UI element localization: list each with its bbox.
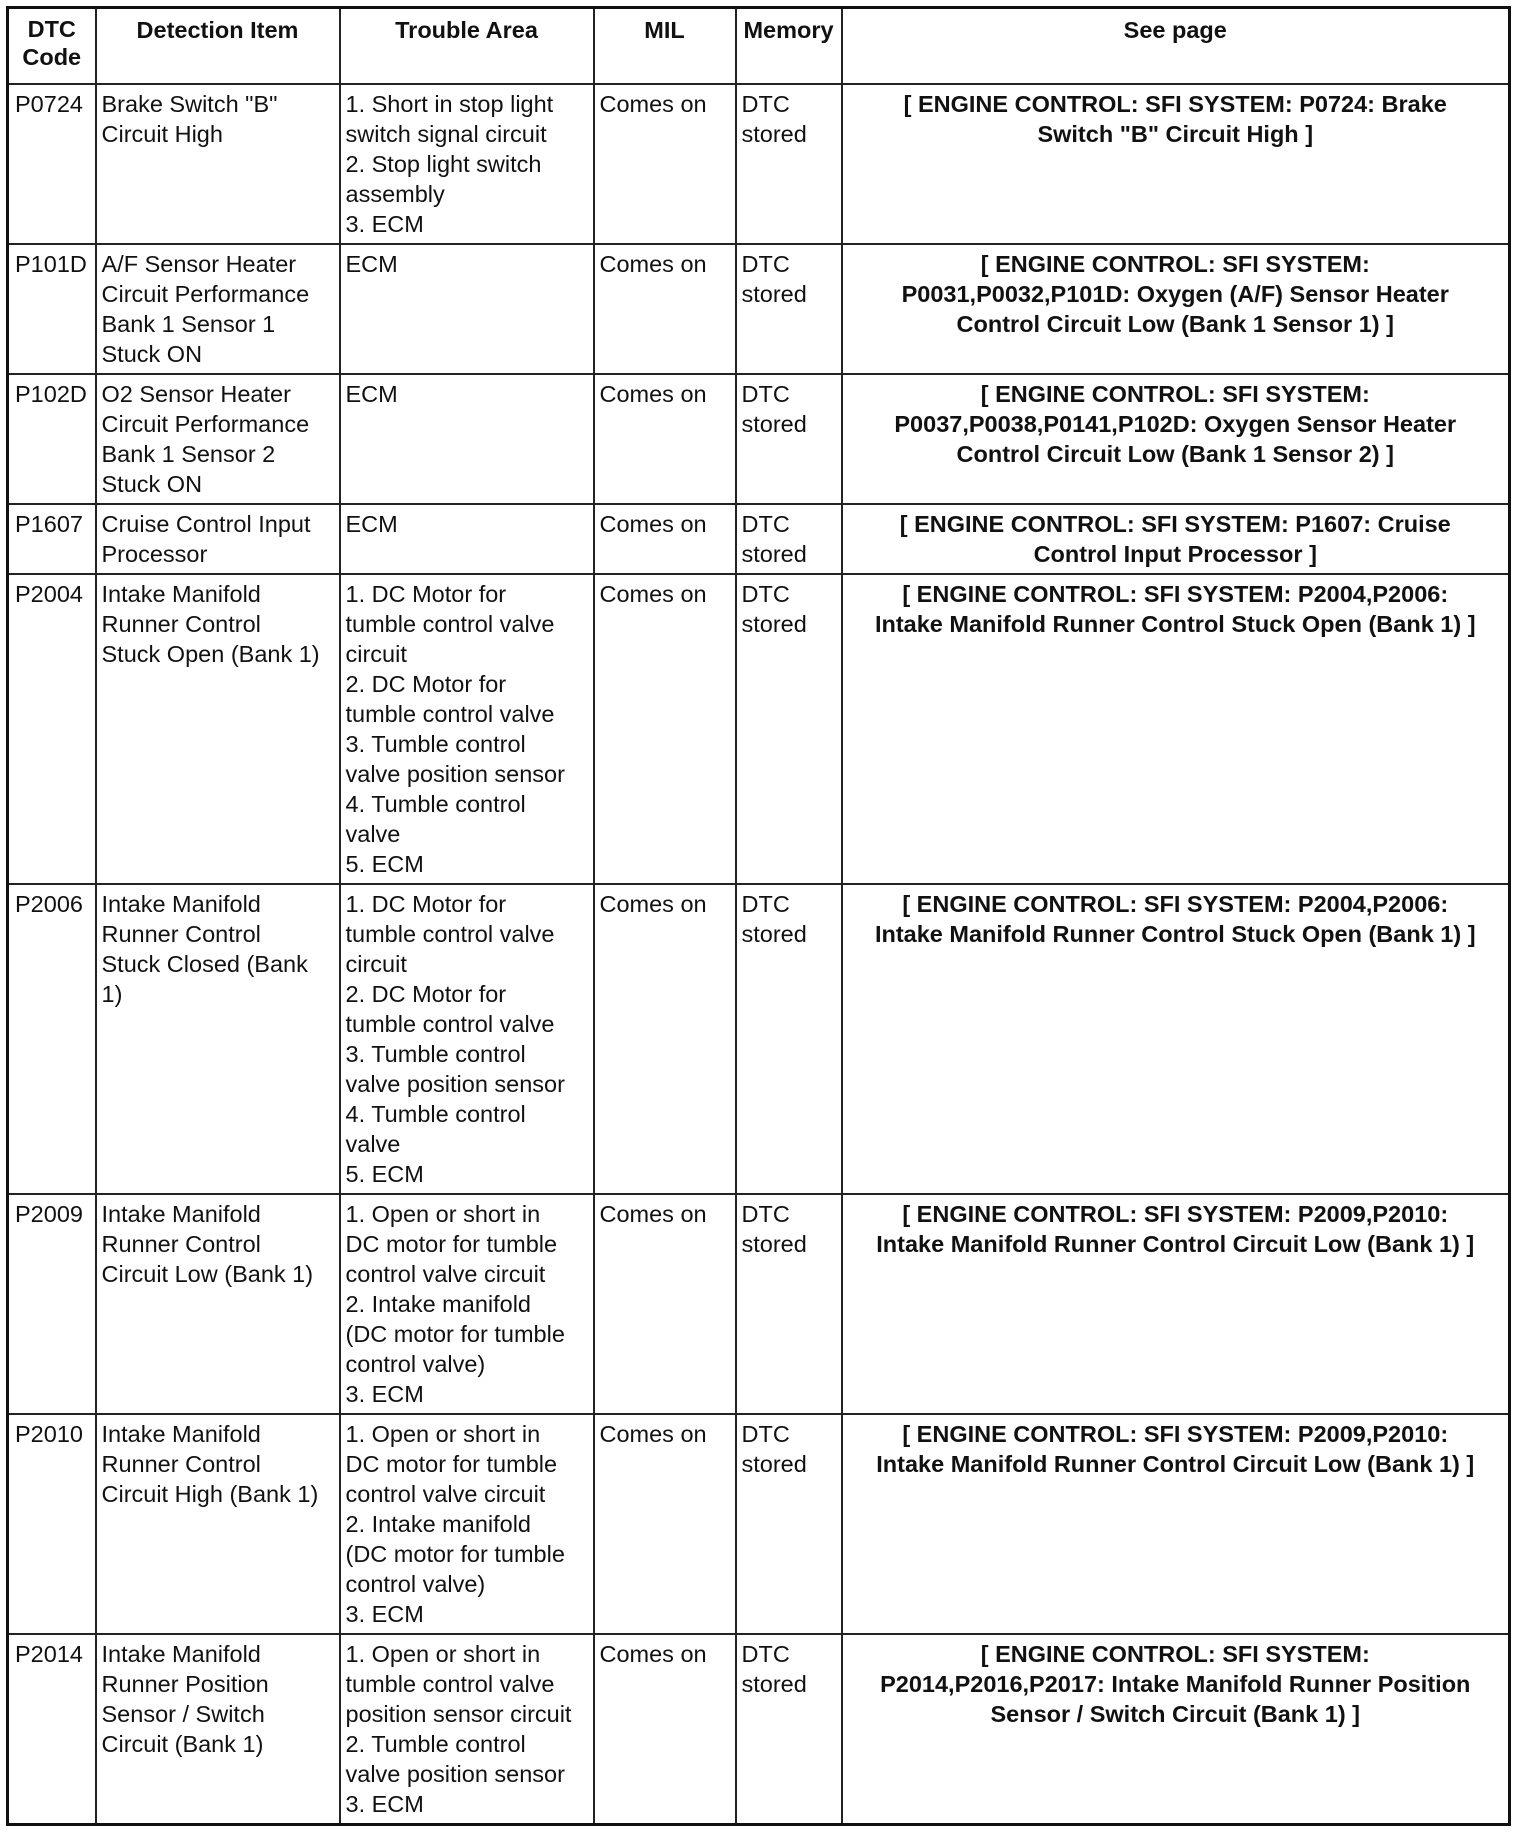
memory-cell	[736, 504, 842, 574]
table-row	[8, 1414, 1510, 1634]
memory-cell	[736, 574, 842, 884]
detection-item-line: Runner Position	[101, 1671, 269, 1697]
memory-line: DTC	[741, 511, 790, 537]
trouble-area-line: valve	[345, 821, 401, 847]
trouble-area-line: 3. ECM	[345, 211, 424, 237]
memory-line: stored	[741, 1231, 807, 1257]
memory-cell	[736, 84, 842, 244]
memory-line: DTC	[741, 891, 790, 917]
detection-item-line: Runner Control	[101, 611, 261, 637]
mil-cell: Comes on	[594, 374, 736, 504]
detection-item-line: Intake Manifold	[101, 1641, 261, 1667]
detection-item-line: Stuck ON	[101, 471, 203, 497]
trouble-area-line: control valve circuit	[345, 1481, 546, 1507]
trouble-area-cell	[340, 574, 594, 884]
memory-line: DTC	[741, 1421, 790, 1447]
trouble-area-line: 1. Open or short in	[345, 1201, 541, 1227]
dtc-code-cell: P2004	[8, 574, 96, 884]
see-page-line: Intake Manifold Runner Control Circuit Low (Bank 1) ]	[876, 1231, 1475, 1257]
trouble-area-cell	[340, 504, 594, 574]
trouble-area-line: 3. Tumble control	[345, 1041, 526, 1067]
trouble-area-line: control valve circuit	[345, 1261, 546, 1287]
detection-item-cell	[96, 1634, 340, 1825]
trouble-area-line: DC motor for tumble	[345, 1451, 558, 1477]
detection-item-line: Circuit High	[101, 121, 223, 147]
see-page-line: [ ENGINE CONTROL: SFI SYSTEM: P2004,P2006:	[902, 891, 1449, 917]
dtc-code-cell: P2010	[8, 1414, 96, 1634]
see-page-cell	[842, 884, 1510, 1194]
see-page-line: Intake Manifold Runner Control Stuck Open (Bank 1) ]	[874, 611, 1476, 637]
trouble-area-line: 3. Tumble control	[345, 731, 526, 757]
table-row	[8, 84, 1510, 244]
memory-line: stored	[741, 921, 807, 947]
detection-item-cell	[96, 884, 340, 1194]
see-page-line: Control Input Processor ]	[1033, 541, 1317, 567]
memory-cell	[736, 1634, 842, 1825]
trouble-area-line: 5. ECM	[345, 1161, 424, 1187]
trouble-area-cell	[340, 374, 594, 504]
mil-cell: Comes on	[594, 1414, 736, 1634]
memory-line: stored	[741, 611, 807, 637]
memory-line: DTC	[741, 1201, 790, 1227]
detection-item-line: 1)	[101, 981, 123, 1007]
trouble-area-line: (DC motor for tumble	[345, 1541, 565, 1567]
table-row	[8, 374, 1510, 504]
trouble-area-cell	[340, 1634, 594, 1825]
trouble-area-line: DC motor for tumble	[345, 1231, 558, 1257]
table-row	[8, 574, 1510, 884]
detection-item-line: Runner Control	[101, 921, 261, 947]
see-page-cell	[842, 374, 1510, 504]
trouble-area-line: switch signal circuit	[345, 121, 547, 147]
detection-item-line: Stuck ON	[101, 341, 203, 367]
trouble-area-cell	[340, 1414, 594, 1634]
memory-line: stored	[741, 121, 807, 147]
see-page-cell	[842, 504, 1510, 574]
table-row	[8, 1634, 1510, 1825]
detection-item-cell	[96, 244, 340, 374]
memory-line: DTC	[741, 91, 790, 117]
dtc-table	[6, 6, 1511, 1826]
memory-cell	[736, 1194, 842, 1414]
see-page-cell	[842, 84, 1510, 244]
trouble-area-line: 1. DC Motor for	[345, 891, 507, 917]
detection-item-line: Circuit High (Bank 1)	[101, 1481, 319, 1507]
detection-item-line: Cruise Control Input	[101, 511, 311, 537]
trouble-area-line: ECM	[345, 511, 398, 537]
memory-line: stored	[741, 281, 807, 307]
header-mil: MIL	[594, 8, 736, 85]
trouble-area-line: valve position sensor	[345, 1071, 565, 1097]
trouble-area-line: tumble control valve	[345, 611, 555, 637]
see-page-cell	[842, 1414, 1510, 1634]
trouble-area-line: 1. Short in stop light	[345, 91, 554, 117]
mil-cell: Comes on	[594, 504, 736, 574]
trouble-area-line: 3. ECM	[345, 1381, 424, 1407]
detection-item-line: Circuit Performance	[101, 281, 310, 307]
trouble-area-line: 1. Open or short in	[345, 1641, 541, 1667]
see-page-line: [ ENGINE CONTROL: SFI SYSTEM: P1607: Cruise	[899, 511, 1451, 537]
mil-cell: Comes on	[594, 574, 736, 884]
see-page-line: [ ENGINE CONTROL: SFI SYSTEM: P2004,P2006:	[902, 581, 1449, 607]
trouble-area-line: valve	[345, 1131, 401, 1157]
mil-cell: Comes on	[594, 884, 736, 1194]
detection-item-line: Circuit Low (Bank 1)	[101, 1261, 314, 1287]
detection-item-line: A/F Sensor Heater	[101, 251, 297, 277]
see-page-cell	[842, 244, 1510, 374]
dtc-code-cell: P2006	[8, 884, 96, 1194]
memory-line: DTC	[741, 1641, 790, 1667]
dtc-code-cell: P0724	[8, 84, 96, 244]
memory-line: stored	[741, 1451, 807, 1477]
detection-item-line: Processor	[101, 541, 208, 567]
trouble-area-line: 1. DC Motor for	[345, 581, 507, 607]
detection-item-line: Circuit Performance	[101, 411, 310, 437]
trouble-area-line: valve position sensor	[345, 1761, 565, 1787]
header-row	[8, 8, 1510, 85]
trouble-area-line: 1. Open or short in	[345, 1421, 541, 1447]
see-page-line: Switch "B" Circuit High ]	[1037, 121, 1314, 147]
see-page-line: [ ENGINE CONTROL: SFI SYSTEM:	[980, 381, 1370, 407]
detection-item-line: Stuck Closed (Bank	[101, 951, 308, 977]
see-page-line: Intake Manifold Runner Control Stuck Open (Bank 1) ]	[874, 921, 1476, 947]
see-page-line: P0037,P0038,P0141,P102D: Oxygen Sensor Heater	[894, 411, 1457, 437]
memory-cell	[736, 884, 842, 1194]
dtc-code-cell: P2014	[8, 1634, 96, 1825]
trouble-area-line: 4. Tumble control	[345, 791, 526, 817]
header-detection-item: Detection Item	[96, 8, 340, 85]
detection-item-line: Intake Manifold	[101, 1201, 261, 1227]
trouble-area-line: 3. ECM	[345, 1601, 424, 1627]
memory-cell	[736, 374, 842, 504]
see-page-cell	[842, 1194, 1510, 1414]
detection-item-line: Bank 1 Sensor 1	[101, 311, 276, 337]
trouble-area-line: circuit	[345, 641, 407, 667]
trouble-area-line: 2. Intake manifold	[345, 1291, 531, 1317]
see-page-line: P0031,P0032,P101D: Oxygen (A/F) Sensor Heater	[901, 281, 1449, 307]
header-dtc-code: DTC Code	[8, 8, 96, 85]
see-page-line: [ ENGINE CONTROL: SFI SYSTEM: P2009,P2010:	[902, 1201, 1449, 1227]
trouble-area-line: 2. Stop light switch	[345, 151, 542, 177]
dtc-code-cell: P101D	[8, 244, 96, 374]
detection-item-cell	[96, 84, 340, 244]
trouble-area-line: (DC motor for tumble	[345, 1321, 565, 1347]
detection-item-line: Sensor / Switch	[101, 1701, 265, 1727]
trouble-area-line: valve position sensor	[345, 761, 565, 787]
header-memory: Memory	[736, 8, 842, 85]
detection-item-line: Circuit (Bank 1)	[101, 1731, 264, 1757]
see-page-line: Intake Manifold Runner Control Circuit Low (Bank 1) ]	[876, 1451, 1475, 1477]
see-page-line: Control Circuit Low (Bank 1 Sensor 1) ]	[956, 311, 1394, 337]
mil-cell: Comes on	[594, 244, 736, 374]
detection-item-cell	[96, 1194, 340, 1414]
see-page-cell	[842, 574, 1510, 884]
see-page-line: [ ENGINE CONTROL: SFI SYSTEM:	[980, 251, 1370, 277]
detection-item-line: Runner Control	[101, 1231, 261, 1257]
detection-item-line: O2 Sensor Heater	[101, 381, 291, 407]
header-trouble-area: Trouble Area	[340, 8, 594, 85]
see-page-line: [ ENGINE CONTROL: SFI SYSTEM:	[980, 1641, 1370, 1667]
memory-line: stored	[741, 1671, 807, 1697]
trouble-area-line: tumble control valve	[345, 1671, 555, 1697]
trouble-area-line: control valve)	[345, 1571, 486, 1597]
detection-item-line: Intake Manifold	[101, 581, 261, 607]
table-row	[8, 884, 1510, 1194]
table-body	[8, 84, 1510, 1825]
memory-cell	[736, 1414, 842, 1634]
detection-item-cell	[96, 1414, 340, 1634]
detection-item-line: Bank 1 Sensor 2	[101, 441, 276, 467]
dtc-code-cell: P1607	[8, 504, 96, 574]
trouble-area-line: circuit	[345, 951, 407, 977]
dtc-code-cell: P2009	[8, 1194, 96, 1414]
trouble-area-line: assembly	[345, 181, 445, 207]
detection-item-line: Intake Manifold	[101, 1421, 261, 1447]
detection-item-line: Runner Control	[101, 1451, 261, 1477]
see-page-line: [ ENGINE CONTROL: SFI SYSTEM: P0724: Brake	[903, 91, 1447, 117]
memory-line: DTC	[741, 381, 790, 407]
header-see-page: See page	[842, 8, 1510, 85]
trouble-area-line: 4. Tumble control	[345, 1101, 526, 1127]
trouble-area-line: ECM	[345, 251, 398, 277]
trouble-area-line: tumble control valve	[345, 921, 555, 947]
see-page-line: P2014,P2016,P2017: Intake Manifold Runner Position	[880, 1671, 1471, 1697]
trouble-area-line: tumble control valve	[345, 701, 555, 727]
memory-line: stored	[741, 541, 807, 567]
memory-line: DTC	[741, 581, 790, 607]
detection-item-line: Intake Manifold	[101, 891, 261, 917]
detection-item-line: Stuck Open (Bank 1)	[101, 641, 320, 667]
see-page-line: Sensor / Switch Circuit (Bank 1) ]	[990, 1701, 1361, 1727]
memory-cell	[736, 244, 842, 374]
table-row	[8, 244, 1510, 374]
trouble-area-cell	[340, 1194, 594, 1414]
detection-item-cell	[96, 374, 340, 504]
trouble-area-cell	[340, 84, 594, 244]
memory-line: DTC	[741, 251, 790, 277]
trouble-area-line: 5. ECM	[345, 851, 424, 877]
mil-cell: Comes on	[594, 84, 736, 244]
trouble-area-line: ECM	[345, 381, 398, 407]
trouble-area-line: position sensor circuit	[345, 1701, 572, 1727]
trouble-area-cell	[340, 244, 594, 374]
detection-item-cell	[96, 574, 340, 884]
see-page-cell	[842, 1634, 1510, 1825]
trouble-area-line: tumble control valve	[345, 1011, 555, 1037]
memory-line: stored	[741, 411, 807, 437]
trouble-area-line: 2. Intake manifold	[345, 1511, 531, 1537]
trouble-area-line: 2. DC Motor for	[345, 981, 507, 1007]
detection-item-cell	[96, 504, 340, 574]
see-page-line: Control Circuit Low (Bank 1 Sensor 2) ]	[956, 441, 1394, 467]
table-row	[8, 504, 1510, 574]
dtc-table-container	[6, 6, 1508, 1826]
trouble-area-line: 2. Tumble control	[345, 1731, 526, 1757]
trouble-area-line: 3. ECM	[345, 1791, 424, 1817]
detection-item-line: Brake Switch "B"	[101, 91, 278, 117]
trouble-area-line: 2. DC Motor for	[345, 671, 507, 697]
see-page-line: [ ENGINE CONTROL: SFI SYSTEM: P2009,P2010:	[902, 1421, 1449, 1447]
table-row	[8, 1194, 1510, 1414]
mil-cell: Comes on	[594, 1634, 736, 1825]
mil-cell: Comes on	[594, 1194, 736, 1414]
trouble-area-line: control valve)	[345, 1351, 486, 1377]
dtc-code-cell: P102D	[8, 374, 96, 504]
trouble-area-cell	[340, 884, 594, 1194]
